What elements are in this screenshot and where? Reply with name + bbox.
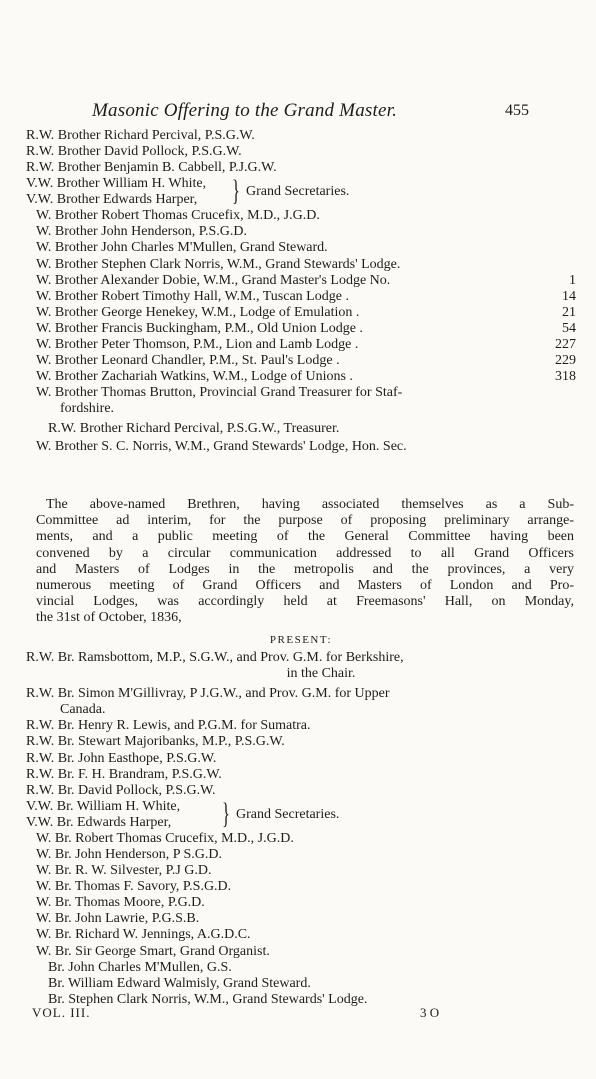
lodge-number: 229 [555,353,576,369]
attendee-line: W. Br. John Henderson, P S.G.D. [36,846,223,862]
running-title: Masonic Offering to the Grand Master. [92,100,398,121]
paragraph-line: vincial Lodges, was accordingly held at Freemasons' Hall, on Monday, [36,594,574,610]
lodge-number: 318 [555,369,576,385]
member-line: V.W. Brother Edwards Harper, [26,192,198,208]
secretary-line: W. Brother S. C. Norris, W.M., Grand Stewards' Lodge, Hon. Sec. [36,438,407,454]
member-line: W. Brother John Charles M'Mullen, Grand Steward. [36,240,328,256]
meeting-paragraph [26,497,574,627]
attendee-line: W. Br. Richard W. Jennings, A.G.D.C. [36,927,251,943]
numbered-member-line: W. Brother Alexander Dobie, W.M., Grand Master's Lodge No. 1 [36,272,576,288]
attendee-line: R.W. Br. Henry R. Lewis, and P.G.M. for Sumatra. [26,718,311,734]
attendee-line: W. Br. Sir George Smart, Grand Organist. [36,943,270,959]
sheet-signature: 3 O [420,1005,440,1020]
numbered-member-line: W. Brother Leonard Chandler, P.M., St. Paul's Lodge . 229 [36,353,576,369]
attendee-line: R.W. Br. John Easthope, P.S.G.W. [26,750,217,766]
attendee-line-continuation: in the Chair. [286,666,356,682]
attendee-line: R.W. Br. Ramsbottom, M.P., S.G.W., and Prov. G.M. for Berkshire, [26,650,404,665]
paragraph-line: the 31st of October, 1836, [36,610,182,626]
brace-glyph: } [222,796,230,830]
attendee-line-continuation: Canada. [60,702,106,718]
member-line: R.W. Brother David Pollock, P.S.G.W. [26,144,242,160]
attendee-line: W. Br. Thomas F. Savory, P.S.G.D. [36,879,232,895]
paragraph-line: Committee ad interim, for the purpose of proposing preliminary arrange- [36,513,574,529]
paragraph-line: ments, and a public meeting of the General Committee having been [36,529,574,545]
treasurer-line: R.W. Brother Richard Percival, P.S.G.W., Treasurer. [48,420,340,436]
numbered-member-line: W. Brother Zachariah Watkins, W.M., Lodge of Unions . 318 [36,369,576,385]
attendee-line: R.W. Br. F. H. Brandram, P.S.G.W. [26,766,222,782]
member-line: W. Brother John Henderson, P.S.G.D. [36,224,248,240]
member-line-continuation: fordshire. [60,401,115,417]
attendee-line: R.W. Br. Stewart Majoribanks, M.P., P.S.G.W. [26,734,285,750]
numbered-member-line: W. Brother Robert Timothy Hall, W.M., Tuscan Lodge . 14 [36,288,576,304]
attendee-line: R.W. Br. David Pollock, P.S.G.W. [26,782,216,798]
member-line: V.W. Brother William H. White, [26,176,207,192]
attendee-line: W. Br. John Lawrie, P.G.S.B. [36,911,200,927]
numbered-member-line: W. Brother Peter Thomson, P.M., Lion and Lamb Lodge . 227 [36,337,576,353]
present-list [26,650,576,1008]
lodge-number: 227 [555,337,576,353]
lodge-number: 54 [562,320,576,336]
paragraph-line: The above-named Brethren, having associated themselves as a Sub- [46,497,574,512]
attendee-line: W. Br. Robert Thomas Crucefix, M.D., J.G.D. [36,830,294,846]
brace-label: Grand Secretaries. [236,806,340,822]
member-line: R.W. Brother Benjamin B. Cabbell, P.J.G.W. [26,160,277,176]
member-line: R.W. Brother Richard Percival, P.S.G.W. [26,128,255,143]
numbered-member-line: W. Brother George Henekey, W.M., Lodge of Emulation . 21 [36,304,576,320]
lodge-number: 14 [562,288,576,304]
page-number: 455 [505,102,529,119]
attendee-line: W. Br. R. W. Silvester, P.J G.D. [36,863,212,879]
member-line: W. Brother Thomas Brutton, Provincial Grand Treasurer for Staf- [36,385,403,401]
brace-label: Grand Secretaries. [246,184,350,200]
attendee-line: Br. Stephen Clark Norris, W.M., Grand Stewards' Lodge. [48,991,368,1007]
attendee-line: Br. John Charles M'Mullen, G.S. [48,959,232,975]
grand-secretaries-group [26,796,576,831]
grand-secretaries-group [26,176,576,208]
brace-glyph: } [232,174,240,208]
volume-signature: VOL. III. [32,1005,91,1020]
member-line: W. Brother Stephen Clark Norris, W.M., Grand Stewards' Lodge. [36,256,401,272]
attendee-line: V.W. Br. Edwards Harper, [26,814,172,830]
member-line: W. Brother Robert Thomas Crucefix, M.D., J.G.D. [36,208,320,224]
lodge-number: 1 [569,272,576,288]
present-heading: PRESENT: [269,634,333,646]
lodge-number: 21 [562,304,576,320]
attendee-line: V.W. Br. William H. White, [26,798,181,814]
paragraph-line: convened by a circular communication addressed to all Grand Officers [36,545,574,561]
paragraph-line: numerous meeting of Grand Officers and Masters of London and Pro- [36,578,574,594]
attendee-line: R.W. Br. Simon M'Gillivray, P J.G.W., and Prov. G.M. for Upper [26,686,390,702]
committee-list [26,128,576,455]
numbered-member-line: W. Brother Francis Buckingham, P.M., Old Union Lodge . 54 [36,320,576,336]
attendee-line: Br. William Edward Walmisly, Grand Steward. [48,975,311,991]
page-header [0,96,596,126]
attendee-line: W. Br. Thomas Moore, P.G.D. [36,895,205,911]
paragraph-line: and Masters of Lodges in the metropolis and the provinces, a very [36,561,574,577]
